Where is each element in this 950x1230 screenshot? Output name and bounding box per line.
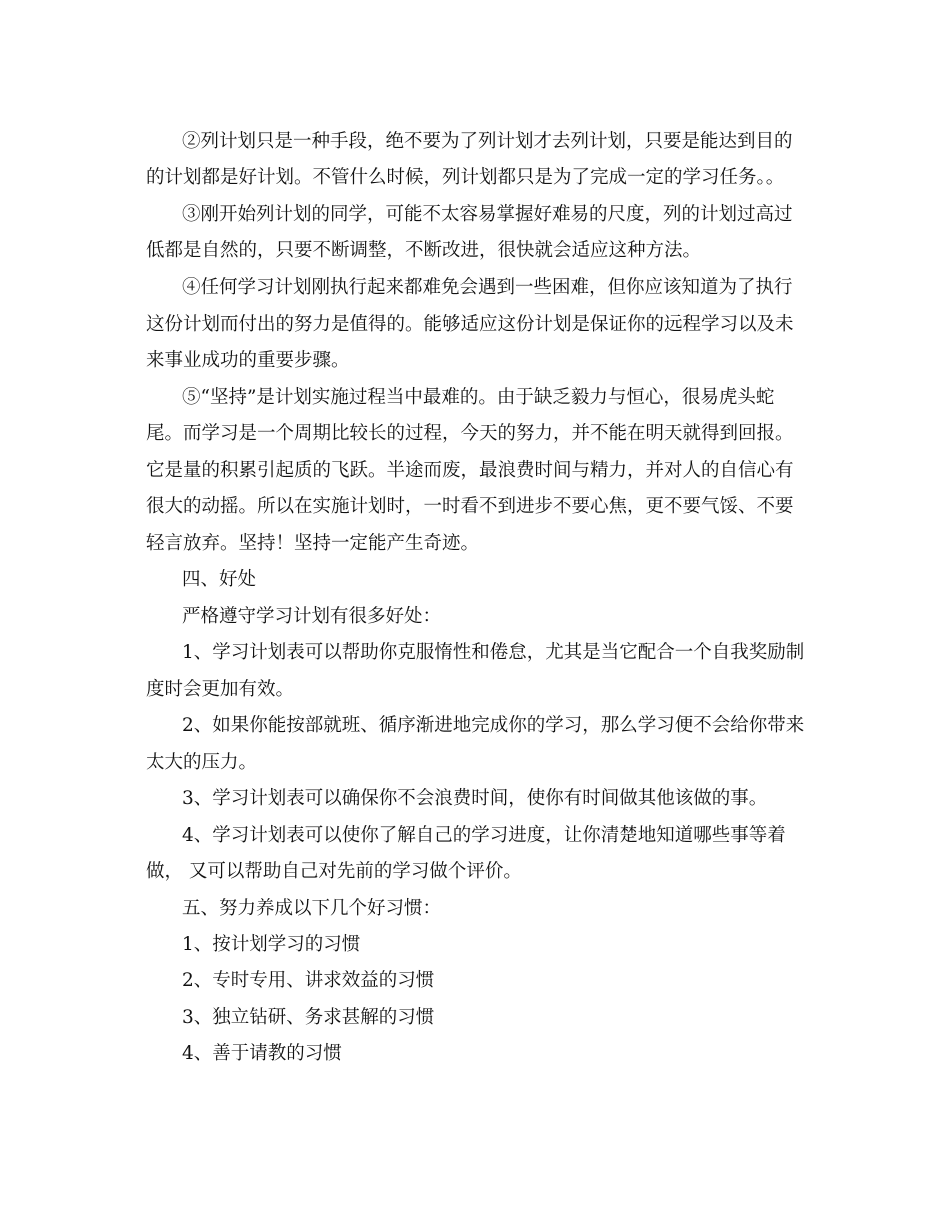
- section-heading: 四、好处: [182, 569, 257, 590]
- text-line: 做， 又可以帮助自己对先前的学习做个评价。: [146, 861, 522, 882]
- text-line: ②列计划只是一种手段，绝不要为了列计划才去列计划，只要是能达到目的: [182, 131, 793, 152]
- text-line: 轻言放弃。坚持！坚持一定能产生奇迹。: [146, 533, 480, 554]
- text-line: 这份计划而付出的努力是值得的。能够适应这份计划是保证你的远程学习以及未: [146, 314, 794, 335]
- text-line: 严格遵守学习计划有很多好处：: [182, 606, 442, 627]
- text-line: ⑤“坚持”是计划实施过程当中最难的。由于缺乏毅力与恒心，很易虎头蛇: [182, 387, 775, 408]
- list-item: 1、按计划学习的习惯: [182, 934, 361, 955]
- text-line: ④任何学习计划刚执行起来都难免会遇到一些困难，但你应该知道为了执行: [182, 277, 793, 298]
- list-item: 2、如果你能按部就班、循序渐进地完成你的学习，那么学习便不会给你带来: [182, 715, 805, 736]
- section-heading: 五、努力养成以下几个好习惯：: [182, 898, 442, 919]
- text-line: 尾。而学习是一个周期比较长的过程，今天的努力，并不能在明天就得到回报。: [146, 423, 794, 444]
- list-item: 4、学习计划表可以使你了解自己的学习进度，让你清楚地知道哪些事等着: [182, 825, 786, 846]
- list-item: 4、善于请教的习惯: [182, 1043, 342, 1064]
- text-line: 太大的压力。: [146, 752, 258, 773]
- text-line: 很大的动摇。所以在实施计划时，一时看不到进步不要心焦，更不要气馁、不要: [146, 496, 794, 517]
- text-line: ③刚开始列计划的同学，可能不太容易掌握好难易的尺度，列的计划过高过: [182, 204, 793, 225]
- text-line: 度时会更加有效。: [146, 679, 295, 700]
- text-line: 它是量的积累引起质的飞跃。半途而废，最浪费时间与精力，并对人的自信心有: [146, 460, 794, 481]
- text-line: 来事业成功的重要步骤。: [146, 350, 350, 371]
- list-item: 3、独立钻研、务求甚解的习惯: [182, 1007, 435, 1028]
- text-line: 的计划都是好计划。不管什么时候，列计划都只是为了完成一定的学习任务。。: [146, 167, 785, 188]
- list-item: 2、专时专用、讲求效益的习惯: [182, 970, 435, 991]
- text-line: 低都是自然的，只要不断调整，不断改进，很快就会适应这种方法。: [146, 240, 702, 261]
- list-item: 3、学习计划表可以确保你不会浪费时间，使你有时间做其他该做的事。: [182, 788, 768, 809]
- list-item: 1、学习计划表可以帮助你克服惰性和倦怠，尤其是当它配合一个自我奖励制: [182, 642, 805, 663]
